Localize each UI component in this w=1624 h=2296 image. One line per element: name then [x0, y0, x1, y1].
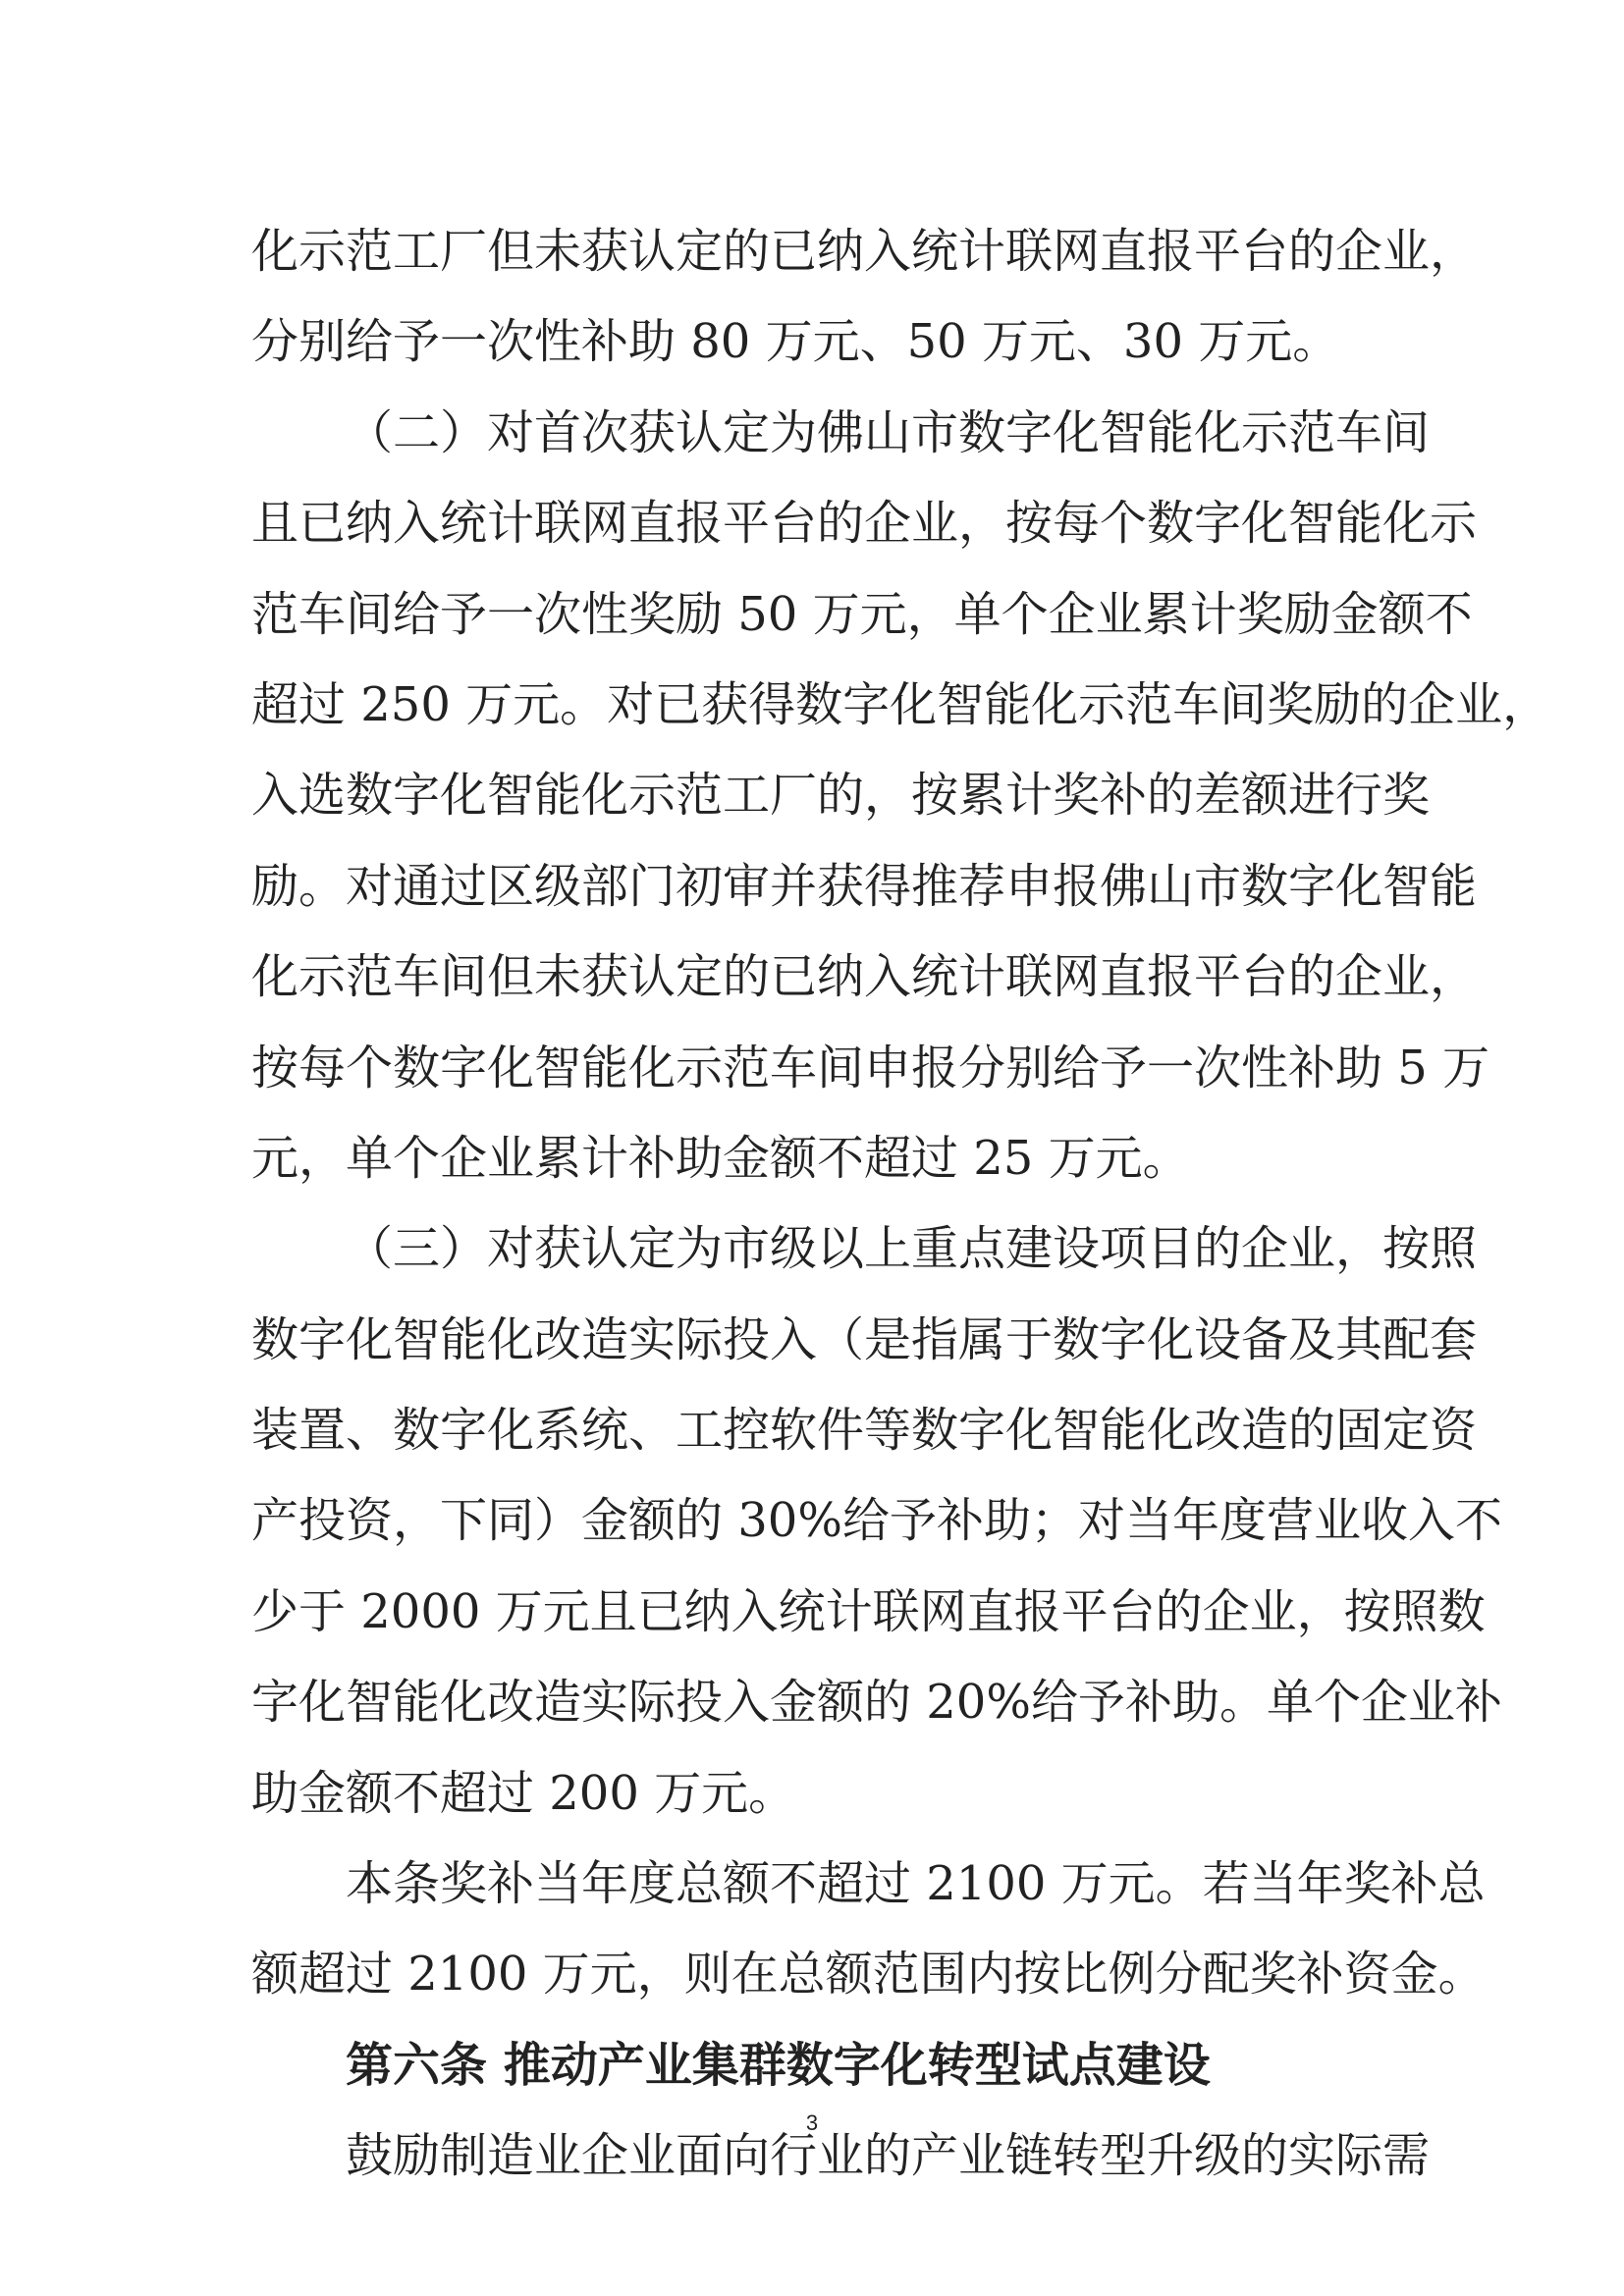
page-number: 3	[805, 2110, 819, 2135]
text-line: 助金额不超过 200 万元。	[251, 1765, 796, 1821]
text-line: 产投资，下同）金额的 30%给予补助；对当年度营业收入不	[251, 1493, 1502, 1549]
text-line: （二）对首次获认定为佛山市数字化智能化示范车间	[346, 404, 1431, 460]
text-line: （三）对获认定为市级以上重点建设项目的企业，按照	[346, 1221, 1478, 1277]
text-line: 化示范车间但未获认定的已纳入统计联网直报平台的企业，	[251, 949, 1478, 1005]
text-line: 本条奖补当年度总额不超过 2100 万元。若当年奖补总	[346, 1856, 1486, 1912]
text-line: 额超过 2100 万元，则在总额范围内按比例分配奖补资金。	[251, 1947, 1486, 2002]
text-line: 数字化智能化改造实际投入（是指属于数字化设备及其配套	[251, 1311, 1478, 1367]
text-line: 分别给予一次性补助 80 万元、50 万元、30 万元。	[251, 314, 1340, 370]
text-line: 鼓励制造业企业面向行业的产业链转型升级的实际需	[346, 2128, 1431, 2184]
text-line: 化示范工厂但未获认定的已纳入统计联网直报平台的企业，	[251, 224, 1478, 279]
text-line: 按每个数字化智能化示范车间申报分别给予一次性补助 5 万	[251, 1040, 1490, 1095]
text-line: 少于 2000 万元且已纳入统计联网直报平台的企业，按照数	[251, 1583, 1486, 1639]
text-line: 励。对通过区级部门初审并获得推荐申报佛山市数字化智能	[251, 858, 1478, 914]
section-heading: 第六条 推动产业集群数字化转型试点建设	[346, 2037, 1211, 2093]
text-line: 超过 250 万元。对已获得数字化智能化示范车间奖励的企业，	[251, 676, 1550, 732]
text-line: 元，单个企业累计补助金额不超过 25 万元。	[251, 1130, 1190, 1186]
text-line: 范车间给予一次性奖励 50 万元，单个企业累计奖励金额不	[251, 586, 1473, 642]
text-line: 装置、数字化系统、工控软件等数字化智能化改造的固定资	[251, 1403, 1478, 1459]
text-line: 且已纳入统计联网直报平台的企业，按每个数字化智能化示	[251, 496, 1478, 552]
text-line: 字化智能化改造实际投入金额的 20%给予补助。单个企业补	[251, 1675, 1502, 1731]
body-text	[251, 206, 1550, 2202]
text-line: 入选数字化智能化示范工厂的，按累计奖补的差额进行奖	[251, 768, 1431, 824]
